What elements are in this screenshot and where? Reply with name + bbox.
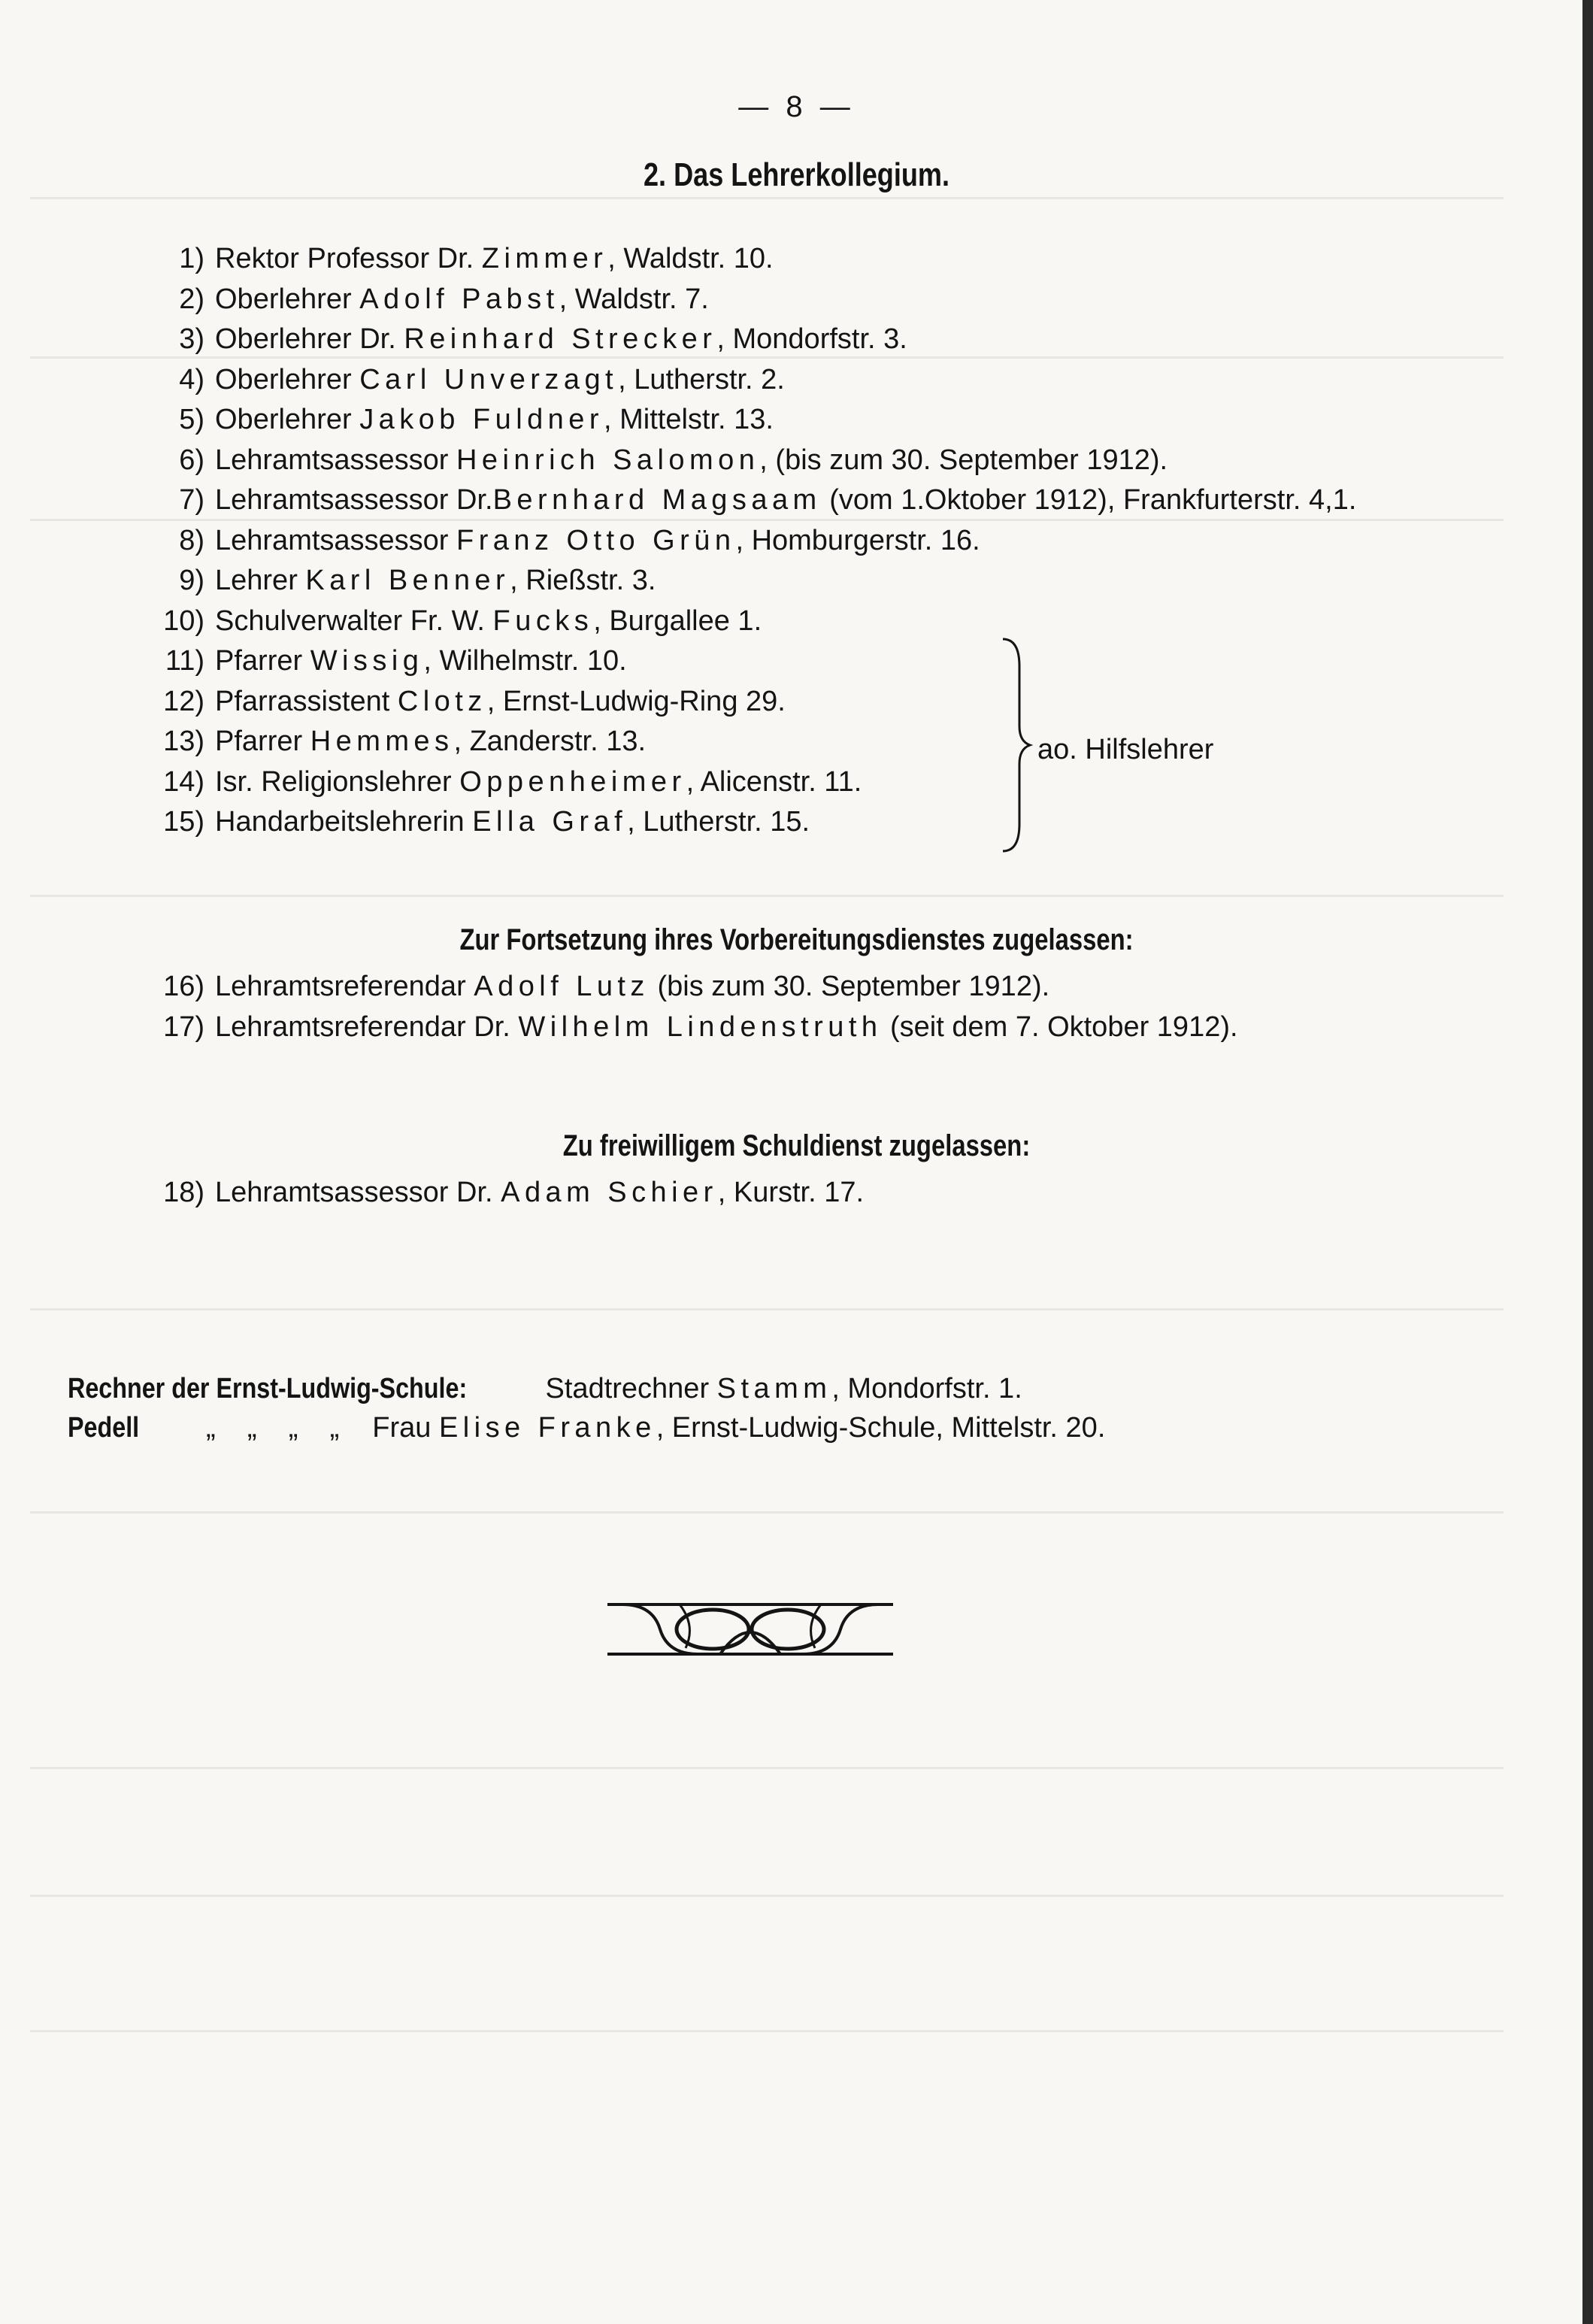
item-number: 14) <box>163 765 204 798</box>
item-name: Clotz <box>397 685 487 717</box>
list-item <box>158 967 1511 1007</box>
item-details: , Homburgerstr. 16. <box>735 524 980 556</box>
item-title: Isr. Religionslehrer <box>215 765 460 798</box>
pedell-ditto: „ „ „ „ <box>205 1412 340 1444</box>
show-through-line <box>30 197 1504 199</box>
item-details: , Mittelstr. 13. <box>604 404 774 435</box>
section-title: 2. Das Lehrerkollegium. <box>643 156 950 193</box>
item-number: 7) <box>179 484 204 516</box>
brace-label: ao. Hilfslehrer <box>1037 734 1214 765</box>
item-details: , (bis zum 30. September 1912). <box>759 444 1168 476</box>
item-name: Oppenheimer <box>459 765 686 798</box>
list-item <box>158 561 1511 601</box>
list-item <box>158 1173 1511 1214</box>
item-number: 16) <box>163 971 204 1002</box>
show-through-line <box>30 2030 1504 2032</box>
list-item <box>158 280 1511 320</box>
item-name: Jakob Fuldner <box>359 404 604 435</box>
scan-edge <box>1582 0 1593 2324</box>
item-number: 5) <box>179 404 204 435</box>
freiwillig-list <box>158 1173 1511 1214</box>
item-number: 1) <box>179 243 204 274</box>
rechner-label: Rechner der Ernst-Ludwig-Schule: <box>68 1373 468 1404</box>
item-title: Lehramtsassessor <box>215 524 457 556</box>
item-details: , Mondorfstr. 3. <box>716 323 907 355</box>
item-title: Pfarrassistent <box>215 685 398 717</box>
item-name: Adam Schier <box>501 1177 718 1208</box>
item-name: Bernhard Magsaam <box>492 484 822 516</box>
section2-title: Zur Fortsetzung ihres Vorbereitungsdienstes zugelassen: <box>459 923 1134 956</box>
staff-list <box>158 239 1511 843</box>
pedell-name: Elise Franke <box>438 1412 656 1444</box>
show-through-line <box>30 1511 1504 1513</box>
item-name: Carl Unverzagt <box>359 363 619 395</box>
list-item <box>158 762 1511 803</box>
item-name: Adolf Pabst <box>359 283 559 315</box>
item-details: , Lutherstr. 2. <box>618 363 785 395</box>
rechner-prefix: Stadtrechner <box>537 1373 717 1404</box>
show-through-line <box>30 1767 1504 1769</box>
list-item <box>158 480 1511 521</box>
item-title: Lehramtsassessor Dr. <box>215 1177 501 1208</box>
item-number: 9) <box>179 565 204 596</box>
item-title: Lehramtsreferendar <box>215 971 474 1002</box>
item-number: 12) <box>163 685 204 717</box>
item-details: , Rießstr. 3. <box>510 565 656 596</box>
item-title: Rektor Professor Dr. <box>215 243 482 274</box>
item-name: Franz Otto Grün <box>456 524 736 556</box>
item-number: 10) <box>163 604 204 637</box>
item-number: 13) <box>163 726 204 757</box>
list-item <box>158 400 1511 441</box>
item-name: Heinrich Salomon <box>456 444 760 476</box>
item-details: , Lutherstr. 15. <box>627 806 810 838</box>
item-details: , Zanderstr. 13. <box>453 726 647 757</box>
show-through-line <box>30 1308 1504 1310</box>
pedell-address: , Ernst-Ludwig-Schule, Mittelstr. 20. <box>656 1412 1106 1444</box>
list-item <box>158 521 1511 562</box>
item-number: 2) <box>179 283 204 315</box>
item-number: 11) <box>165 645 204 677</box>
item-name: Karl Benner <box>305 565 510 596</box>
item-details: , Ernst-Ludwig-Ring 29. <box>486 685 786 717</box>
list-item <box>158 802 1511 843</box>
item-title: Pfarrer <box>215 645 310 677</box>
item-title: Oberlehrer <box>215 363 360 395</box>
item-name: Wissig <box>310 645 424 677</box>
item-number: 3) <box>179 323 204 355</box>
list-item <box>158 320 1511 360</box>
art-nouveau-ornament-icon <box>607 1595 893 1663</box>
item-details: , Kurstr. 17. <box>717 1177 865 1208</box>
item-title: Schulverwalter Fr. W. <box>215 604 493 637</box>
list-item <box>158 360 1511 401</box>
item-number: 15) <box>163 806 204 838</box>
item-details: (vom 1.Oktober 1912), Frankfurterstr. 4,1. <box>821 484 1357 516</box>
list-item <box>158 1007 1511 1048</box>
item-details: (bis zum 30. September 1912). <box>649 971 1050 1002</box>
item-name: Ella Graf <box>472 806 628 838</box>
item-title: Oberlehrer Dr. <box>215 323 404 355</box>
item-title: Oberlehrer <box>215 404 360 435</box>
section3-title: Zu freiwilligem Schuldienst zugelassen: <box>562 1129 1031 1162</box>
rechner-name: Stamm <box>716 1373 832 1404</box>
item-details: (seit dem 7. Oktober 1912). <box>882 1011 1238 1043</box>
right-brace-icon <box>1000 636 1033 854</box>
item-name: Reinhard Strecker <box>404 323 717 355</box>
show-through-line <box>30 1895 1504 1897</box>
item-name: Hemmes <box>310 726 454 757</box>
item-name: Fucks <box>492 604 594 637</box>
referendare-list <box>158 967 1511 1047</box>
item-details: , Alicenstr. 11. <box>686 765 862 798</box>
rechner-line <box>68 1373 1022 1405</box>
list-item <box>158 722 1511 762</box>
list-item <box>158 239 1511 280</box>
item-name: Zimmer <box>481 243 608 274</box>
item-number: 6) <box>179 444 204 476</box>
item-name: Adolf Lutz <box>474 971 650 1002</box>
item-number: 4) <box>179 363 204 395</box>
item-title: Lehramtsassessor <box>215 444 457 476</box>
pedell-prefix: Frau <box>372 1412 439 1444</box>
item-details: , Waldstr. 7. <box>559 283 709 315</box>
item-details: , Waldstr. 10. <box>607 243 774 274</box>
item-details: , Burgallee 1. <box>593 604 762 637</box>
item-details: , Wilhelmstr. 10. <box>423 645 627 677</box>
item-title: Lehrer <box>215 565 306 596</box>
list-item <box>158 441 1511 481</box>
page-number: — 8 — <box>738 90 855 123</box>
item-title: Oberlehrer <box>215 283 360 315</box>
item-title: Pfarrer <box>215 726 310 757</box>
item-number: 8) <box>179 524 204 556</box>
rechner-address: , Mondorfstr. 1. <box>831 1373 1022 1404</box>
item-title: Lehramtsassessor Dr. <box>215 484 493 516</box>
pedell-label: Pedell <box>68 1412 140 1444</box>
show-through-line <box>30 895 1504 897</box>
list-item <box>158 682 1511 723</box>
item-number: 17) <box>163 1011 204 1043</box>
item-title: Lehramtsreferendar Dr. <box>215 1011 519 1043</box>
list-item <box>158 641 1511 682</box>
item-name: Wilhelm Lindenstruth <box>518 1011 883 1043</box>
list-item <box>158 601 1511 642</box>
item-title: Handarbeitslehrerin <box>215 806 473 838</box>
pedell-line <box>68 1412 1105 1444</box>
item-number: 18) <box>163 1177 204 1208</box>
